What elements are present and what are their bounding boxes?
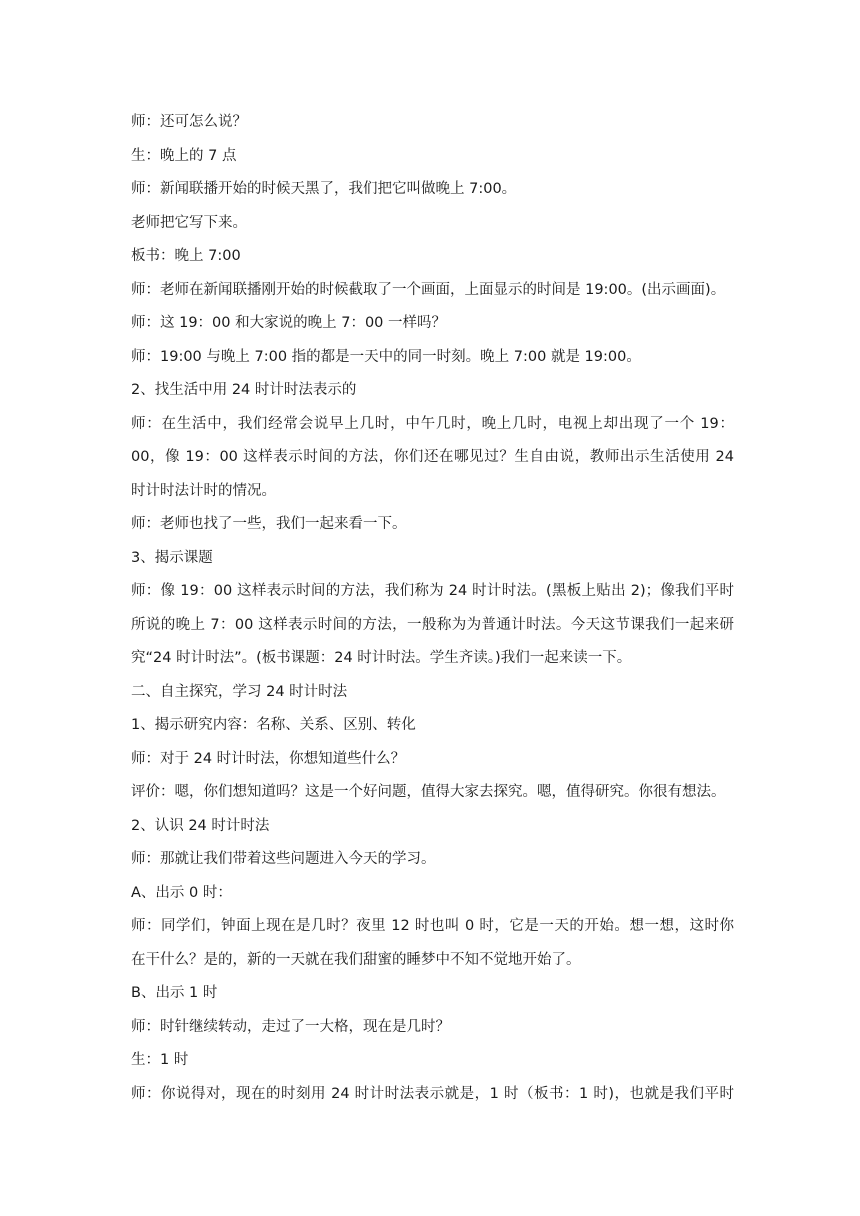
document-body: [131, 106, 734, 1111]
section-heading: 二、自主探究，学习 24 时计时法: [131, 683, 348, 700]
text-line: 老师把它写下来。: [131, 214, 247, 231]
section-heading: B、出示 1 时: [131, 985, 218, 1001]
text-line: 00，像 19：00 这样表示时间的方法，你们还在哪见过？生自由说，教师出示生活使用 24: [131, 449, 734, 465]
text-line: 师：新闻联播开始的时候天黑了，我们把它叫做晚上 7:00。: [131, 181, 517, 197]
text-line: 师：还可怎么说？: [131, 114, 247, 130]
text-line: 师：老师在新闻联播刚开始的时候截取了一个画面，上面显示的时间是 19:00。(出示画面)。: [131, 281, 726, 298]
text-line: 所说的晚上 7：00 这样表示时间的方法，一般称为为普通计时法。今天这节课我们一起来研: [131, 616, 734, 633]
text-line: 师：同学们，钟面上现在是几时？夜里 12 时也叫 0 时，它是一天的开始。想一想，这时你: [131, 918, 734, 934]
section-heading: 3、揭示课题: [131, 549, 213, 566]
text-line: 师：对于 24 时计时法，你想知道些什么？: [131, 750, 406, 767]
text-line: 师：在生活中，我们经常会说早上几时，中午几时，晚上几时，电视上却出现了一个 19：: [131, 415, 734, 432]
text-line: 评价：嗯，你们想知道吗？这是一个好问题，值得大家去探究。嗯，值得研究。你很有想法。: [131, 784, 726, 800]
text-line: 板书：晚上 7:00: [131, 248, 241, 264]
text-line: 师：那就让我们带着这些问题进入今天的学习。: [131, 851, 436, 867]
text-line: 师：19:00 与晚上 7:00 指的都是一天中的同一时刻。晚上 7:00 就是 19:00。: [131, 348, 641, 365]
text-line: 师：像 19：00 这样表示时间的方法，我们称为 24 时计时法。(黑板上贴出 2)；像我们平时: [131, 583, 734, 599]
text-line: 师：你说得对，现在的时刻用 24 时计时法表示就是，1 时（板书：1 时)，也就是我们平时: [131, 1085, 734, 1102]
text-line: 在干什么？是的，新的一天就在我们甜蜜的睡梦中不知不觉地开始了。: [131, 951, 581, 968]
section-heading: 2、认识 24 时计时法: [131, 817, 270, 834]
text-line: 生：1 时: [131, 1052, 189, 1068]
section-heading: 1、揭示研究内容：名称、关系、区别、转化: [131, 717, 416, 733]
text-line: 师：这 19：00 和大家说的晚上 7：00 一样吗？: [131, 315, 447, 331]
text-line: 师：时针继续转动，走过了一大格，现在是几时？: [131, 1018, 450, 1035]
section-heading: A、出示 0 时：: [131, 884, 232, 901]
text-line: 时计时法计时的情况。: [131, 482, 276, 499]
section-heading: 2、找生活中用 24 时计时法表示的: [131, 382, 357, 398]
text-line: 师：老师也找了一些，我们一起来看一下。: [131, 516, 407, 532]
text-line: 生：晚上的 7 点: [131, 147, 237, 164]
text-line: 究“24 时计时法”。(板书课题：24 时计时法。学生齐读。)我们一起来读一下。: [131, 650, 632, 666]
